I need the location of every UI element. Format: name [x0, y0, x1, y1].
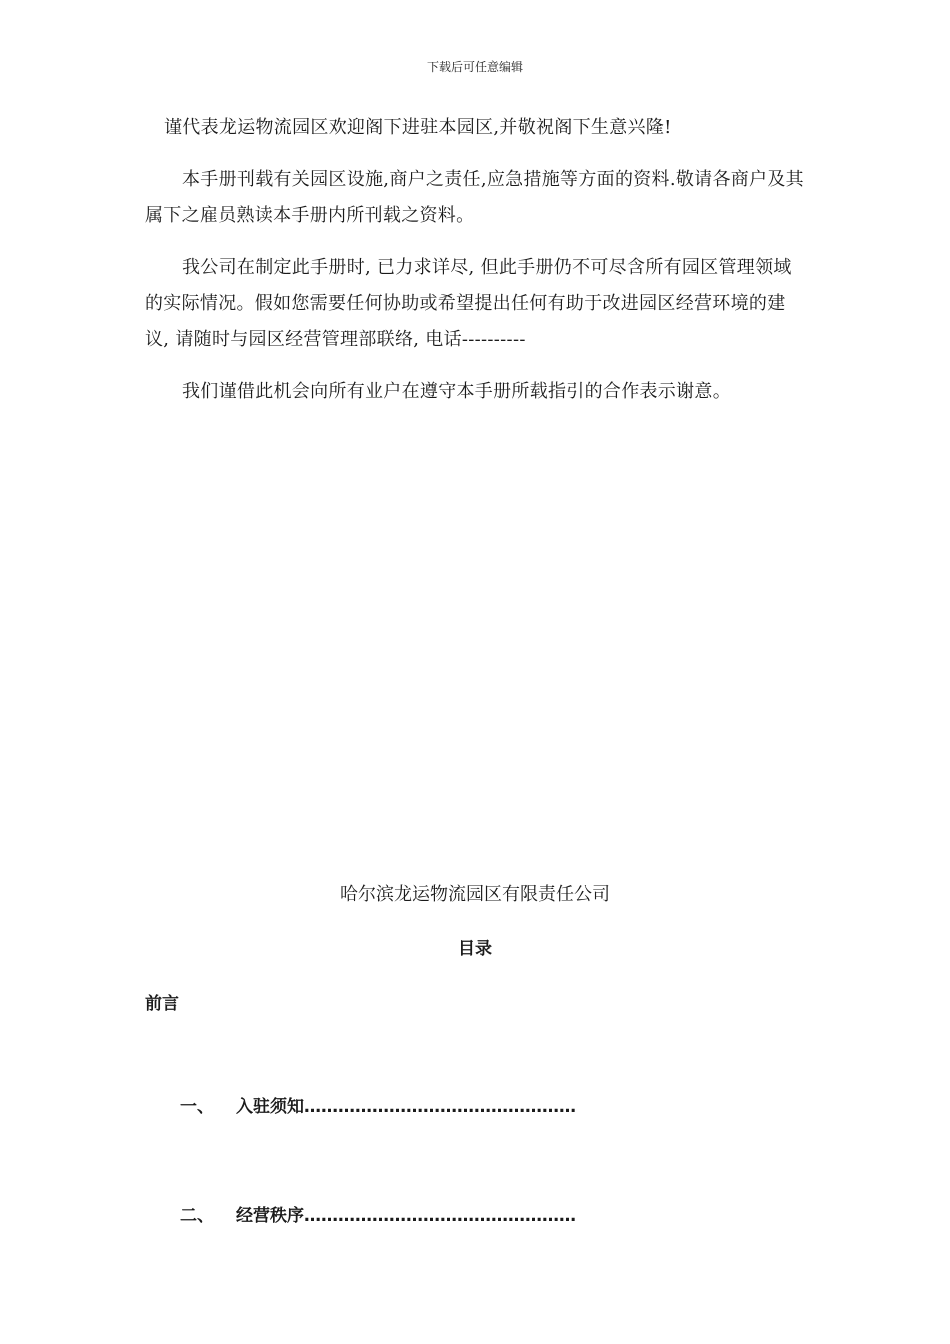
contact-text: 我公司在制定此手册时, 已力求详尽, 但此手册仍不可尽含所有园区管理领域的实际情况。假如您需要任何协助或希望提出任何有助于改进园区经营环境的建议, 请随时与园区经营管理部联络, 电话---------- — [145, 257, 792, 350]
header-note: 下载后可任意编辑 — [426, 60, 523, 74]
toc-title: 目录 — [458, 939, 492, 959]
welcome-text: 谨代表龙运物流园区欢迎阁下进驻本园区,并敬祝阁下生意兴隆! — [164, 117, 672, 138]
welcome-paragraph — [145, 110, 805, 146]
toc-item-number: 二、 — [180, 1206, 214, 1226]
contact-paragraph — [145, 250, 805, 358]
toc-item[interactable] — [180, 1201, 576, 1226]
toc-item-number: 一、 — [180, 1097, 214, 1117]
toc-item[interactable] — [180, 1092, 576, 1117]
toc-item-leader: ………………………………………… — [304, 1206, 576, 1226]
thanks-paragraph — [145, 374, 805, 410]
manual-scope-paragraph — [145, 162, 805, 234]
thanks-text: 我们谨借此机会向所有业户在遵守本手册所载指引的合作表示谢意。 — [182, 381, 731, 402]
toc-item-leader: ………………………………………… — [304, 1097, 576, 1117]
company-name: 哈尔滨龙运物流园区有限责任公司 — [340, 884, 610, 905]
toc-item-label: 入驻须知 — [236, 1097, 304, 1117]
toc-preface: 前言 — [145, 994, 179, 1014]
toc-item-label: 经营秩序 — [236, 1206, 304, 1226]
manual-scope-text: 本手册刊载有关园区设施,商户之责任,应急措施等方面的资料.敬请各商户及其属下之雇员熟读本手册内所刊载之资料。 — [145, 169, 804, 226]
